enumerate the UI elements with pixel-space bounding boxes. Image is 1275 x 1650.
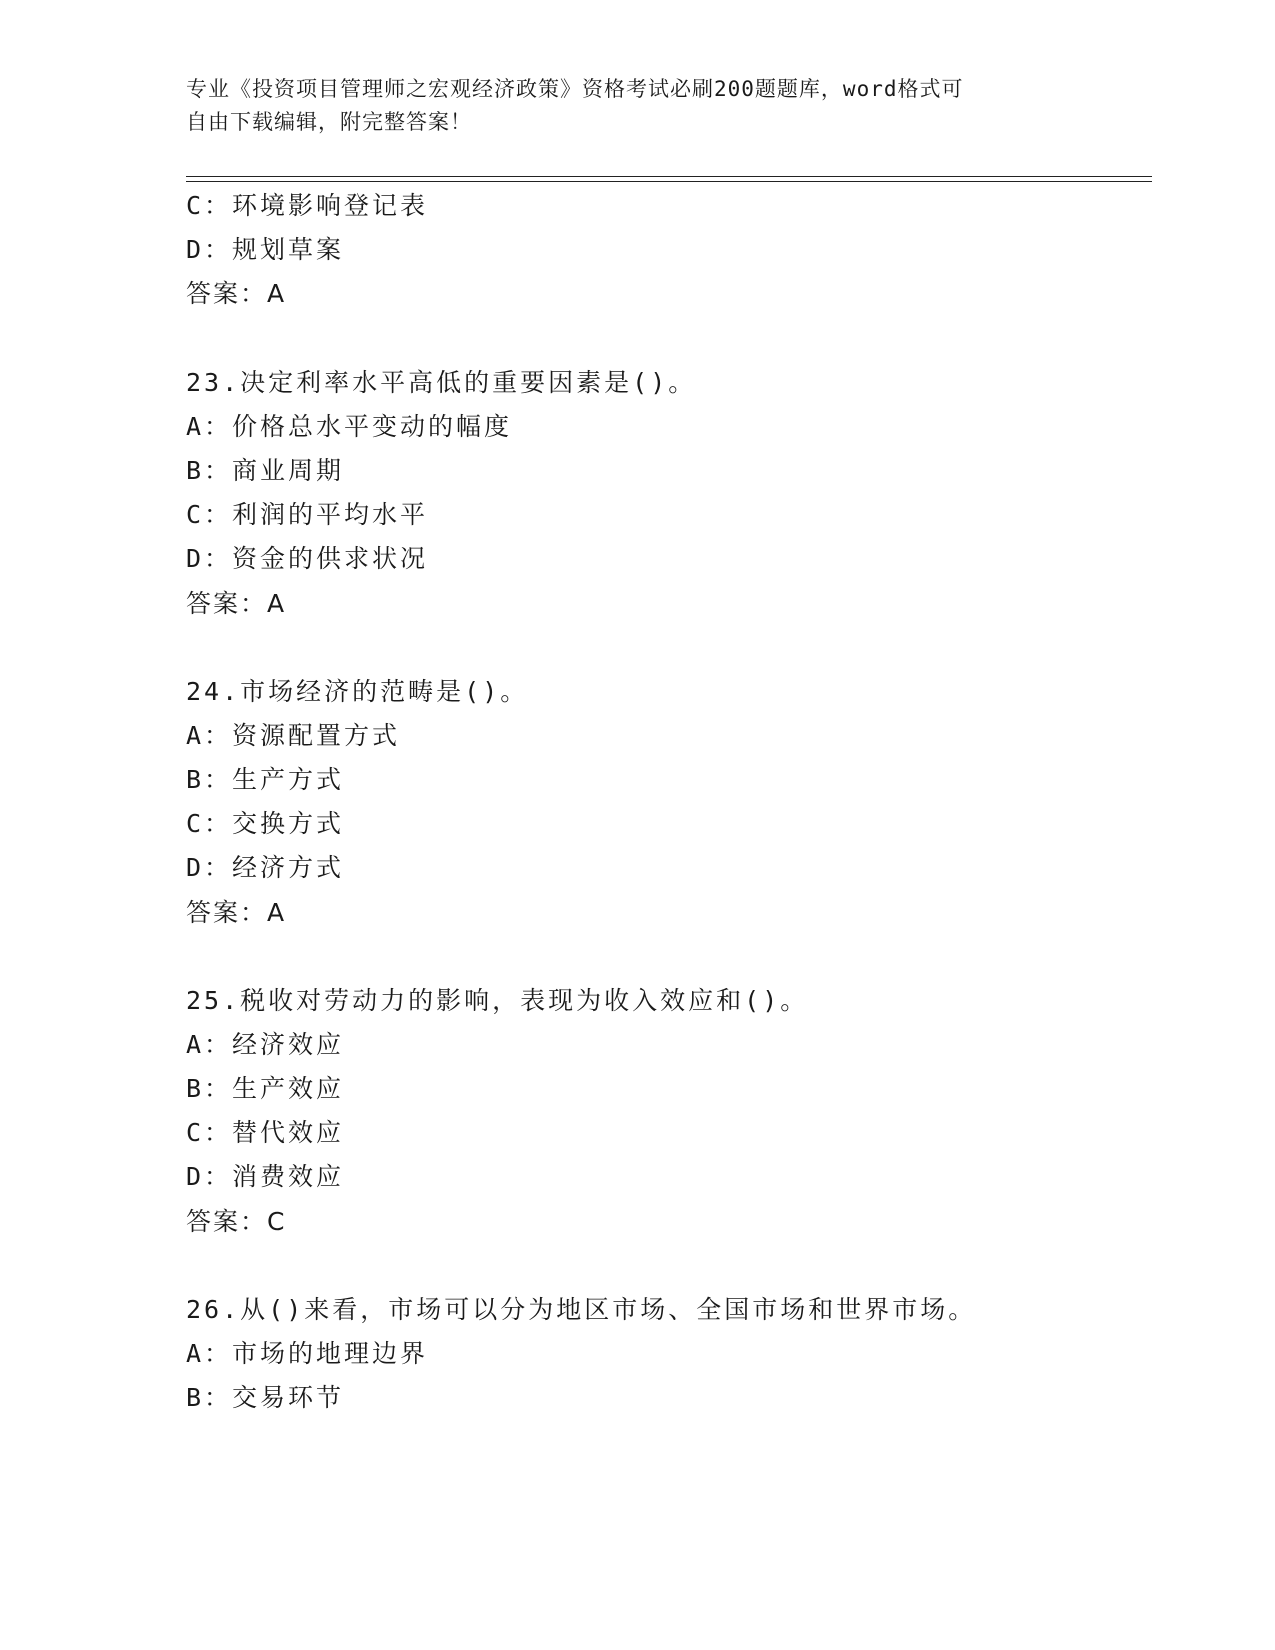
- option-line: C：交换方式: [186, 809, 345, 838]
- option-line: B：生产方式: [186, 765, 345, 794]
- header-divider-bottom: [186, 181, 1152, 182]
- answer-line: 答案：A: [186, 898, 287, 927]
- option-line: A：资源配置方式: [186, 721, 401, 750]
- question-line: 24.市场经济的范畴是()。: [186, 677, 529, 706]
- question-line: 26.从()来看，市场可以分为地区市场、全国市场和世界市场。: [186, 1295, 977, 1324]
- answer-line: 答案：A: [186, 279, 287, 308]
- option-line: B：商业周期: [186, 456, 345, 485]
- option-line: D：经济方式: [186, 853, 345, 882]
- header-line-2: 自由下载编辑，附完整答案！: [186, 110, 472, 134]
- option-line: D：规划草案: [186, 235, 345, 264]
- question-line: 23.决定利率水平高低的重要因素是()。: [186, 368, 697, 397]
- answer-line: 答案：C: [186, 1207, 287, 1236]
- option-line: A：价格总水平变动的幅度: [186, 412, 513, 441]
- header-line-1: 专业《投资项目管理师之宏观经济政策》资格考试必刷200题题库，word格式可: [186, 77, 964, 101]
- option-line: D：消费效应: [186, 1162, 345, 1191]
- option-line: D：资金的供求状况: [186, 544, 429, 573]
- option-line: C：替代效应: [186, 1118, 345, 1147]
- header-divider-top: [186, 176, 1152, 177]
- option-line: B：交易环节: [186, 1383, 345, 1412]
- option-line: C：环境影响登记表: [186, 191, 429, 220]
- question-line: 25.税收对劳动力的影响，表现为收入效应和()。: [186, 986, 809, 1015]
- answer-line: 答案：A: [186, 589, 287, 618]
- option-line: B：生产效应: [186, 1074, 345, 1103]
- option-line: A：经济效应: [186, 1030, 345, 1059]
- option-line: C：利润的平均水平: [186, 500, 429, 529]
- option-line: A：市场的地理边界: [186, 1339, 429, 1368]
- document-header: [186, 73, 1066, 139]
